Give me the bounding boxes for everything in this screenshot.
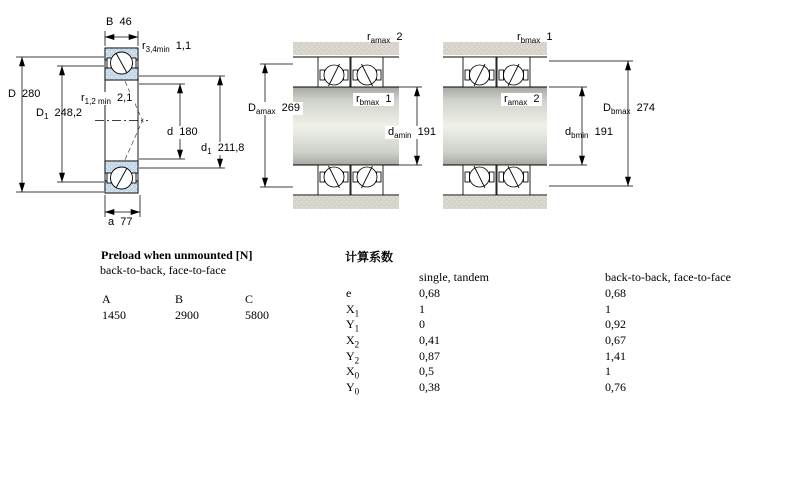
dim-label-rbmax-a: $r_{bmax}$ 1 [353, 93, 394, 106]
dim-label-r34: $r_{3,4min}$ 1,1 [142, 40, 192, 55]
housing-bottom [293, 196, 399, 209]
dimension-lines-pairB [549, 61, 633, 186]
bearing-bottom-section [105, 161, 138, 193]
preload-value: 2900 [175, 308, 199, 322]
factor-row [346, 317, 626, 333]
dim-label-rbmax-b: $r_{bmax}$ 1 [517, 31, 553, 46]
bearing-cell [318, 165, 350, 195]
factor-value-single: 0,87 [419, 348, 440, 363]
dim-label-d1: $d_1$ 211,8 [198, 142, 247, 155]
dim-label-D1: $D_1$ 248,2 [36, 107, 83, 122]
factor-row [346, 364, 626, 380]
preload-col-header: B [175, 292, 184, 306]
factor-value-single: 0,41 [419, 333, 440, 348]
factors-table [346, 286, 626, 396]
factor-symbol: $X_0$ [346, 364, 360, 381]
factor-symbol: $Y_2$ [346, 348, 360, 366]
factor-symbol: $X_2$ [346, 333, 360, 350]
factor-value-single: 1 [419, 301, 425, 316]
bearing-cell [463, 165, 496, 195]
factor-row [346, 349, 626, 365]
dim-label-a: a 77 [108, 216, 133, 228]
factor-value-btb: 1 [605, 301, 611, 316]
factors-header-btb: back-to-back, face-to-face [605, 270, 731, 284]
factor-value-btb: 0,68 [605, 286, 626, 300]
dim-label-r12: $r_{1,2 min}$ 2,1 [78, 92, 135, 105]
factor-value-btb: 0,76 [605, 380, 626, 395]
factor-value-btb: 1,41 [605, 348, 626, 363]
factors-header-single: single, tandem [419, 270, 489, 284]
preload-col-header: A [102, 292, 111, 306]
preload-table [102, 292, 315, 322]
factor-value-single: 0,5 [419, 364, 434, 379]
factor-row [346, 380, 626, 396]
dim-label-B: B 46 [106, 16, 132, 28]
dim-label-d: d 180 [164, 126, 201, 139]
dim-label-Damax: $D_{amax}$ 269 [245, 102, 303, 115]
preload-col-header: C [245, 292, 254, 306]
dim-label-ramax-b: $r_{amax}$ 2 [501, 93, 542, 106]
preload-title: Preload when unmounted [N] [101, 248, 253, 262]
factor-row [346, 286, 626, 302]
preload-value: 5800 [245, 308, 269, 322]
factor-row [346, 302, 626, 318]
dim-label-Dbmax: $D_{bmax}$ 274 [603, 102, 655, 117]
single-bearing-figure [16, 31, 225, 217]
factor-value-single: 0,68 [419, 286, 440, 300]
preload-subtitle: back-to-back, face-to-face [100, 263, 226, 277]
dim-label-ramax-a: $r_{amax}$ 2 [367, 31, 403, 46]
dim-label-D: D 280 [8, 88, 41, 100]
bearing-cell [351, 57, 383, 87]
bearing-cell [497, 57, 530, 87]
bearing-cell [351, 165, 383, 195]
bearing-top-section [105, 48, 138, 80]
factor-value-single: 0,38 [419, 380, 440, 395]
factors-title: 计算系数 [345, 250, 394, 264]
factor-symbol: $X_1$ [346, 301, 360, 319]
factor-value-btb: 0,67 [605, 333, 626, 348]
factor-value-btb: 0,92 [605, 317, 626, 332]
dim-label-damin: $d_{amin}$ 191 [385, 126, 439, 139]
factor-symbol: $Y_1$ [346, 317, 360, 334]
factor-value-single: 0 [419, 317, 425, 332]
bearing-cell [318, 57, 350, 87]
bearing-cell [463, 57, 496, 87]
preload-value: 1450 [102, 308, 126, 322]
factor-symbol: $Y_0$ [346, 380, 360, 397]
factor-value-btb: 1 [605, 364, 611, 379]
bearing-cell [497, 165, 530, 195]
housing-bottom [443, 196, 547, 209]
dim-label-dbmin: $d_{bmin}$ 191 [565, 126, 613, 141]
factor-symbol: e [346, 286, 352, 300]
factor-row [346, 333, 626, 349]
